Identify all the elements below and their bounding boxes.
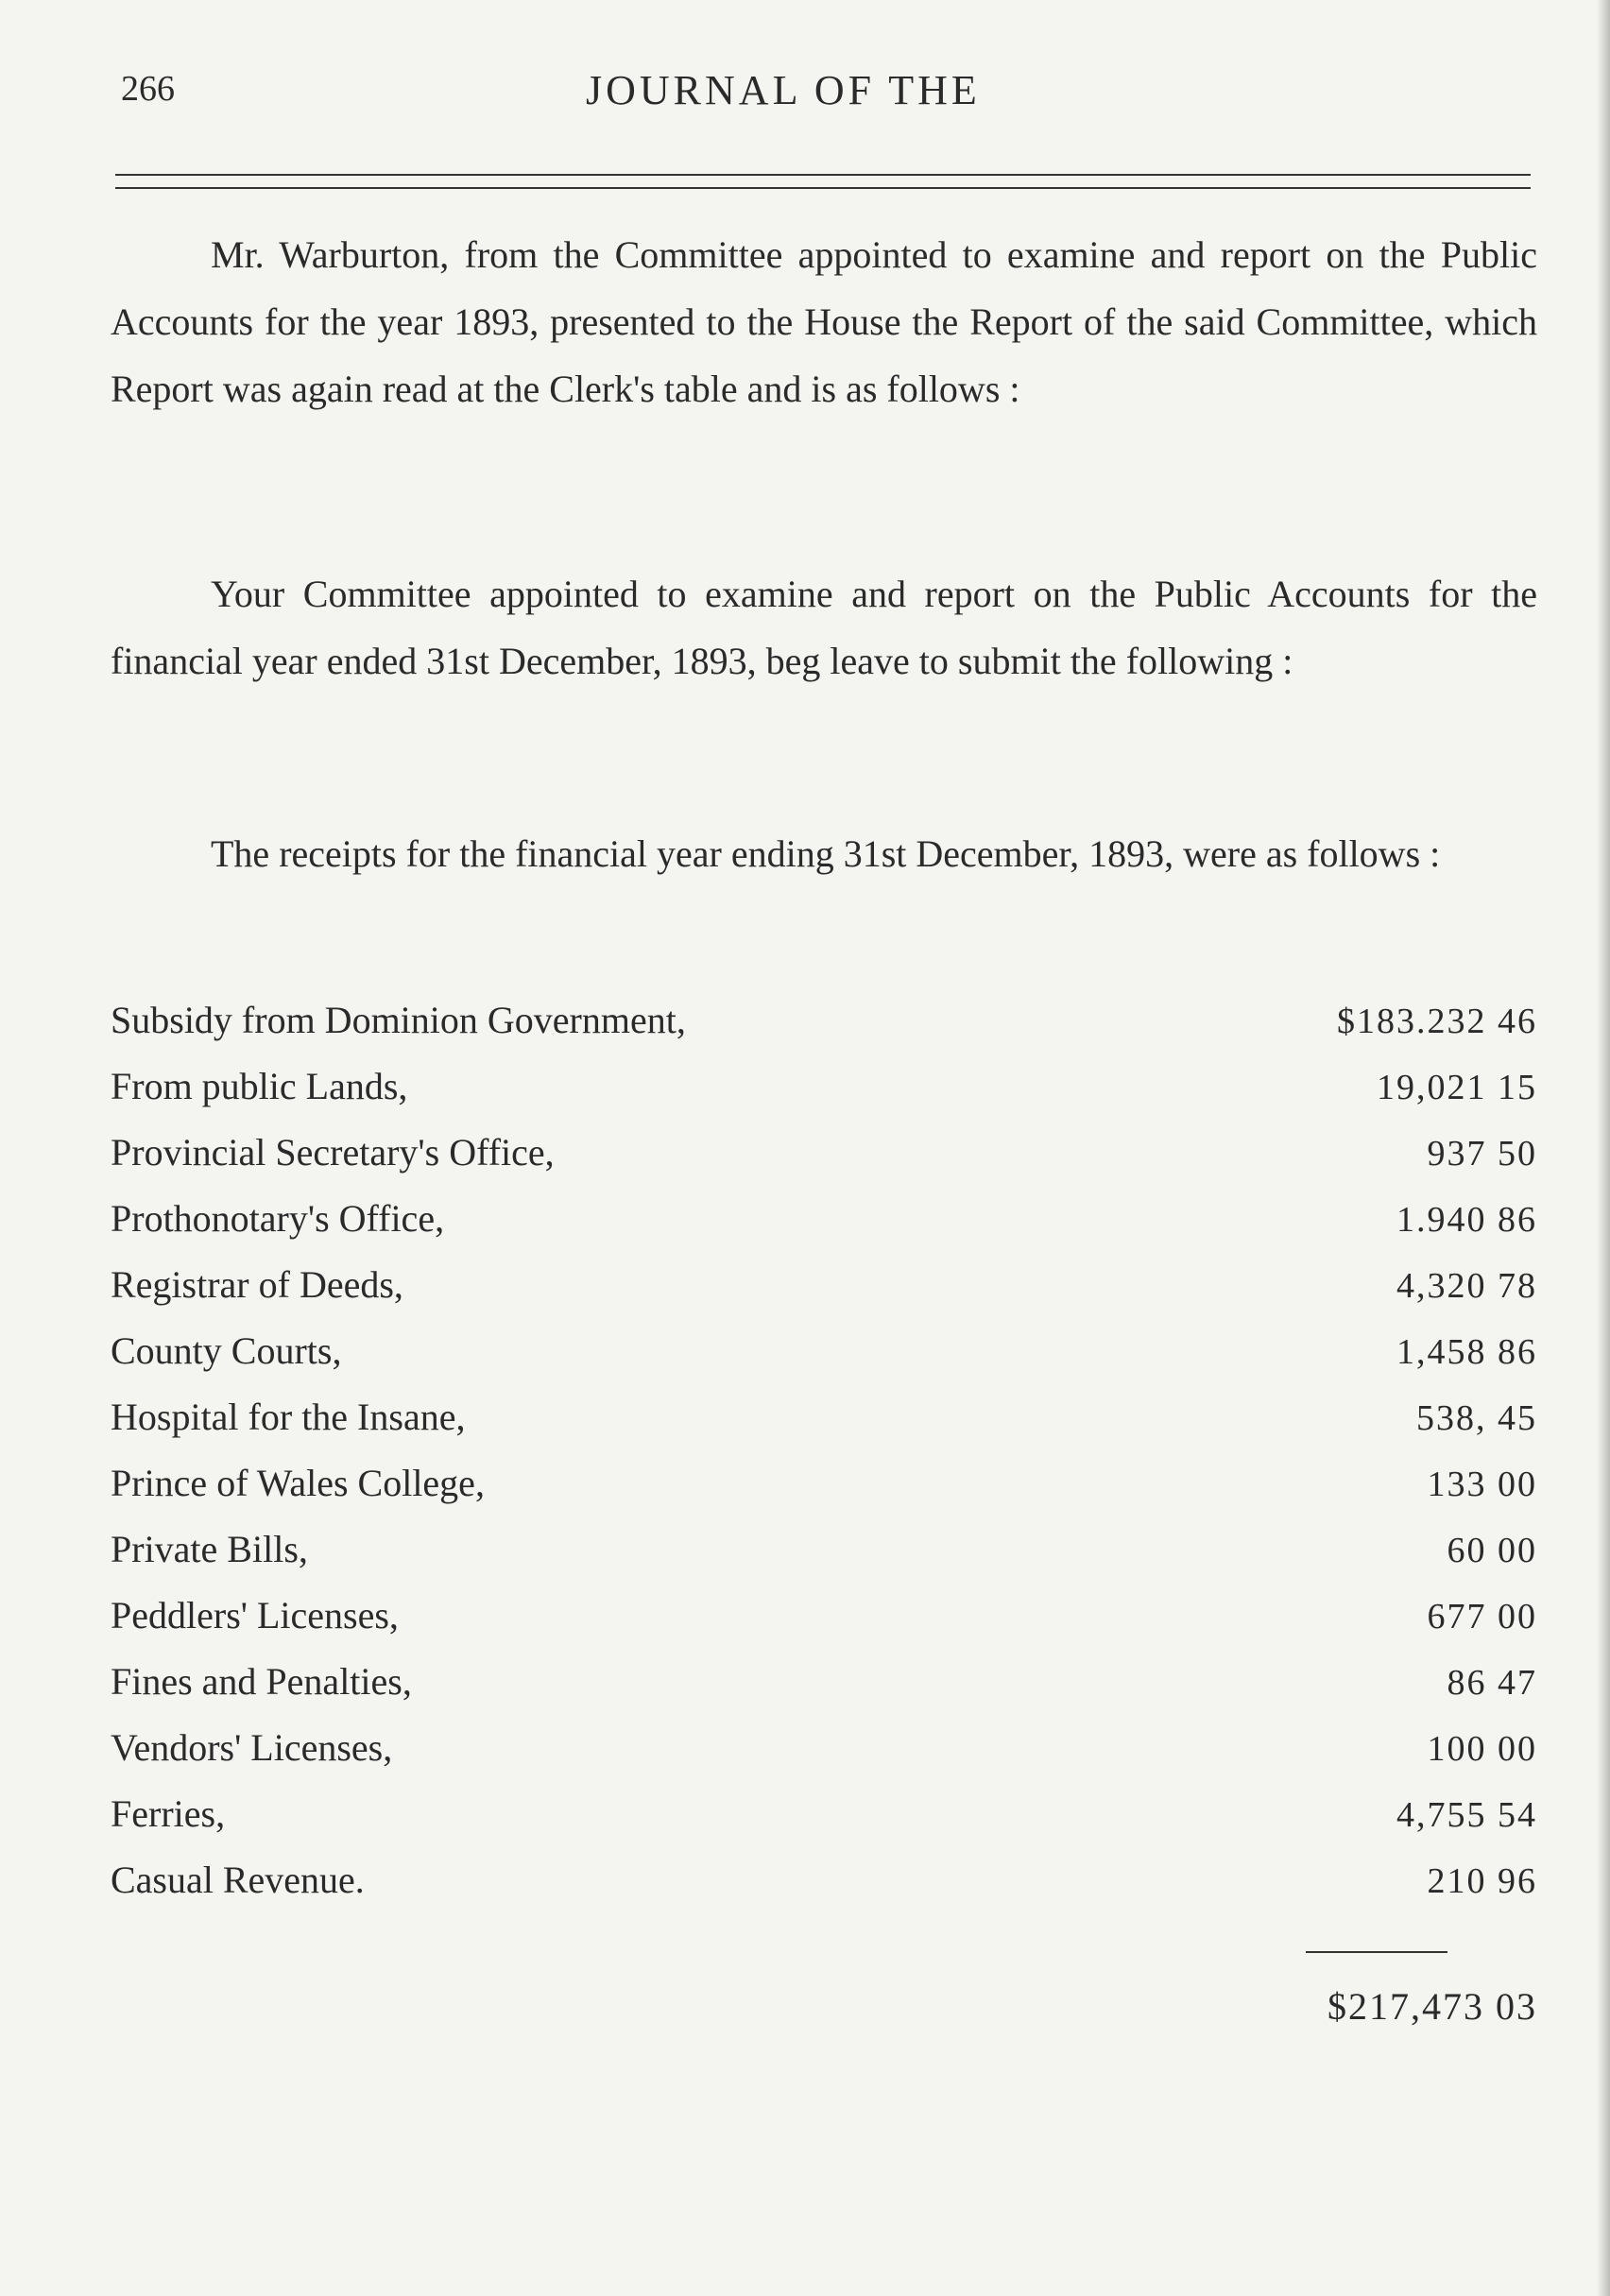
receipt-amount: 210 96 — [1427, 1861, 1537, 1901]
table-row — [111, 1781, 1537, 1847]
page-edge-shadow — [1597, 0, 1610, 2296]
table-row — [111, 1847, 1537, 1913]
receipt-amount: 538, 45 — [1416, 1398, 1537, 1438]
table-row — [111, 1054, 1537, 1120]
receipt-label: Fines and Penalties, — [111, 1660, 412, 1703]
paragraph-receipts-intro: The receipts for the financial year ending 31st December, 1893, were as follows : — [211, 832, 1441, 875]
table-row — [111, 1186, 1537, 1252]
receipts-total: $217,473 03 — [1327, 1985, 1537, 2028]
running-title: JOURNAL OF THE — [586, 67, 981, 113]
receipt-amount: 19,021 15 — [1377, 1068, 1537, 1107]
receipt-amount: 60 00 — [1447, 1531, 1537, 1570]
table-row — [111, 1384, 1537, 1450]
table-row — [111, 1649, 1537, 1715]
table-row — [111, 1715, 1537, 1781]
receipt-amount: $183.232 46 — [1337, 1002, 1537, 1041]
table-row — [111, 1516, 1537, 1583]
table-row — [111, 1252, 1537, 1318]
header-rule-top — [115, 174, 1531, 176]
receipt-label: Subsidy from Dominion Government, — [111, 999, 686, 1041]
paragraph-committee-presentation: Mr. Warburton, from the Committee appointed to examine and report on the Public Accounts for the year 1893, presented to the House the Report of the said Committee, which Report was again read at the Clerk's table and is as follows : — [111, 233, 1537, 410]
receipt-label: Prince of Wales College, — [111, 1462, 485, 1504]
receipt-amount: 4,320 78 — [1396, 1266, 1537, 1306]
header-rule-bottom — [115, 187, 1531, 189]
receipt-amount: 86 47 — [1447, 1663, 1537, 1703]
table-row — [111, 1120, 1537, 1186]
receipt-amount: 100 00 — [1427, 1729, 1537, 1769]
receipt-label: Private Bills, — [111, 1528, 308, 1570]
receipt-label: Ferries, — [111, 1792, 226, 1835]
receipt-amount: 1.940 86 — [1396, 1200, 1537, 1240]
receipt-label: From public Lands, — [111, 1065, 408, 1107]
receipt-amount: 677 00 — [1427, 1597, 1537, 1636]
receipt-amount: 133 00 — [1427, 1465, 1537, 1504]
receipt-amount: 4,755 54 — [1396, 1795, 1537, 1835]
receipt-label: Casual Revenue. — [111, 1859, 365, 1901]
receipt-label: Vendors' Licenses, — [111, 1726, 393, 1769]
receipt-label: Registrar of Deeds, — [111, 1263, 403, 1306]
receipt-label: County Courts, — [111, 1329, 342, 1372]
paragraph-committee-report: Your Committee appointed to examine and report on the Public Accounts for the financial year ended 31st December, 1893, beg leave to submit the following : — [111, 573, 1537, 682]
table-row — [111, 987, 1537, 1054]
table-row — [111, 1318, 1537, 1384]
table-row — [111, 1450, 1537, 1516]
total-rule — [1306, 1951, 1447, 1953]
receipt-label: Prothonotary's Office, — [111, 1197, 445, 1240]
receipt-amount: 1,458 86 — [1396, 1332, 1537, 1372]
page-number: 266 — [121, 69, 175, 109]
receipt-amount: 937 50 — [1427, 1134, 1537, 1174]
receipt-label: Hospital for the Insane, — [111, 1396, 466, 1438]
table-row — [111, 1583, 1537, 1649]
receipts-table — [111, 987, 1537, 1913]
receipt-label: Peddlers' Licenses, — [111, 1594, 399, 1636]
receipt-label: Provincial Secretary's Office, — [111, 1131, 555, 1174]
